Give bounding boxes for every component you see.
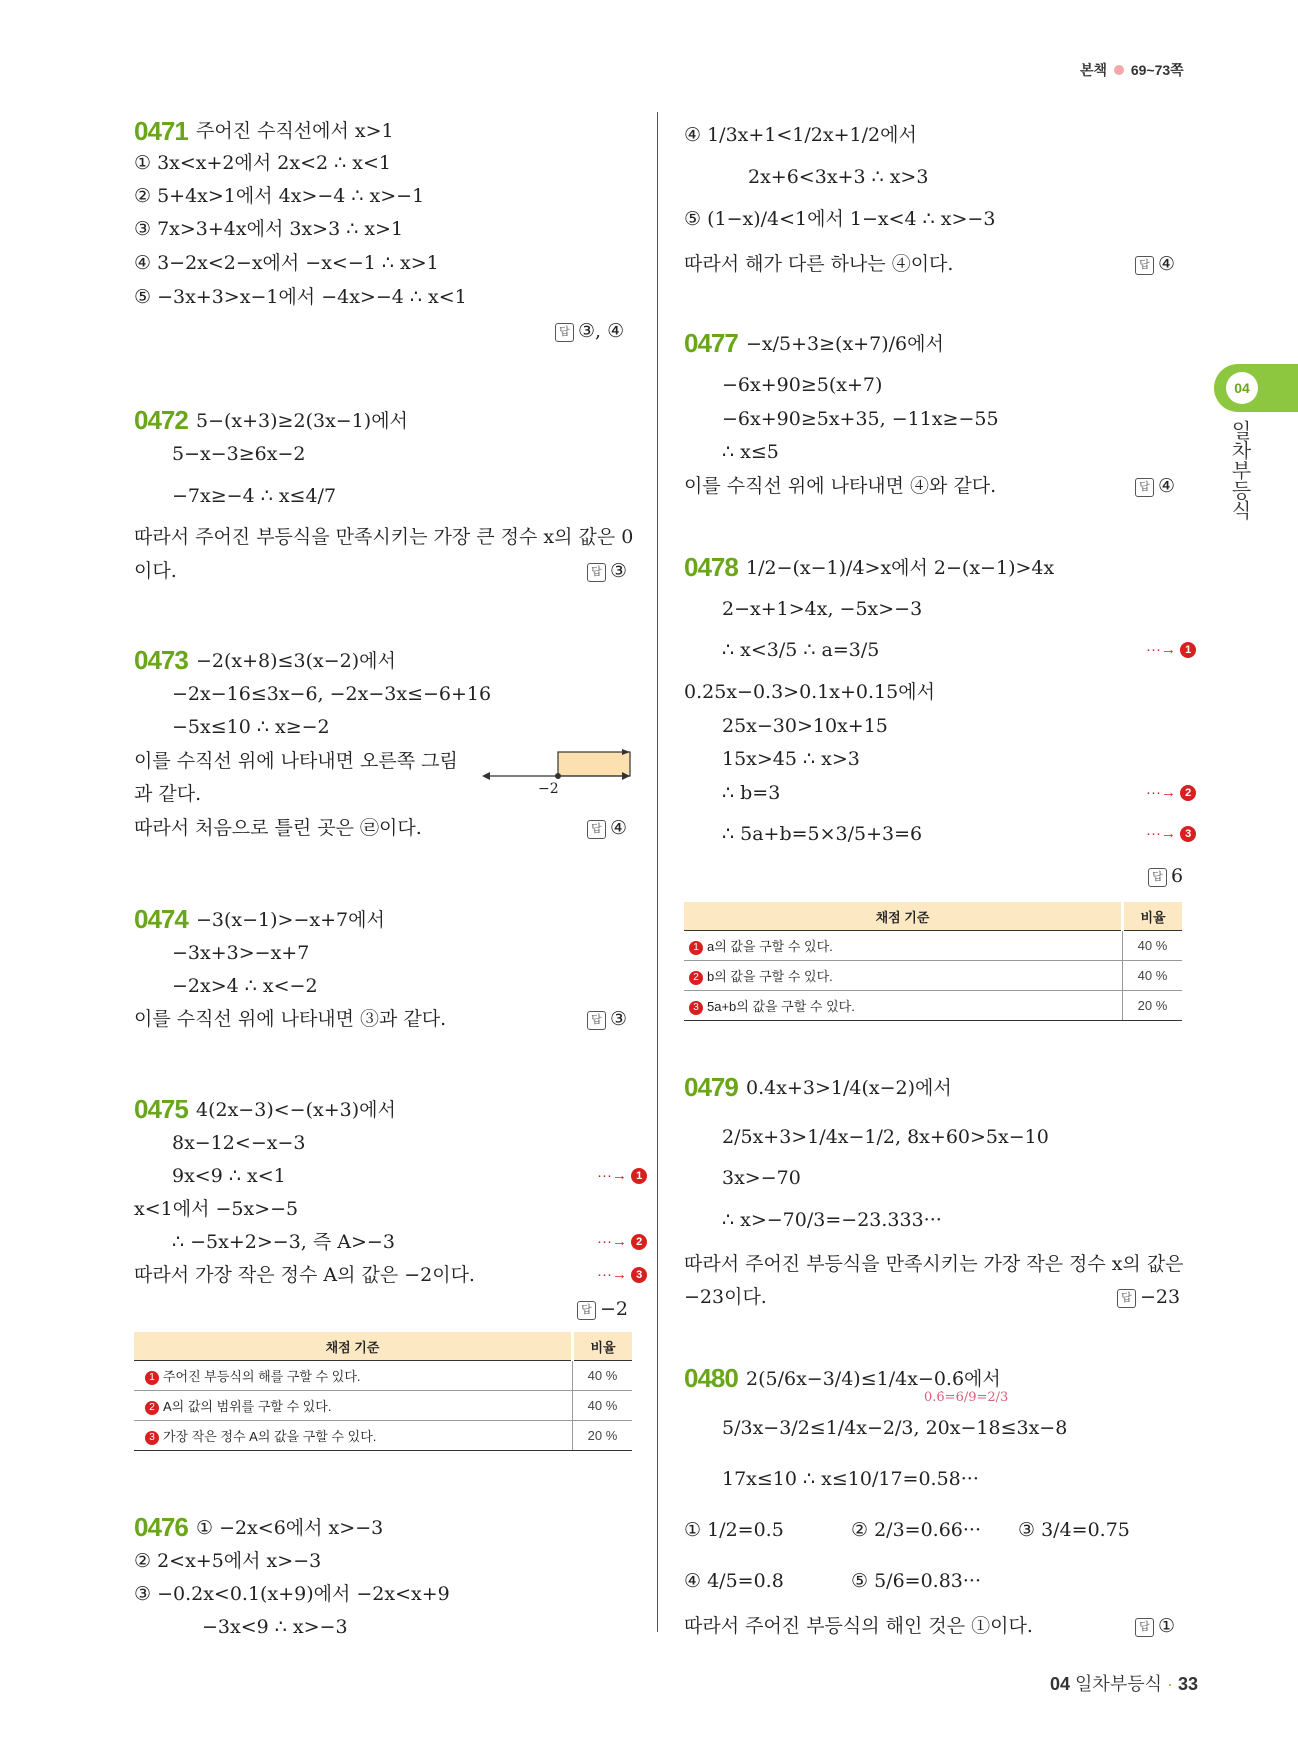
answer-icon: 답 <box>1135 256 1154 275</box>
answer-icon: 답 <box>1148 868 1167 887</box>
answer-value: ④ <box>1158 475 1176 497</box>
solution-line: ② 2/3=0.66··· <box>851 1519 981 1541</box>
solution-line: ① 3x<x+2에서 2x<2 ∴ x<1 <box>134 152 391 174</box>
solution-line: 따라서 주어진 부등식을 만족시키는 가장 작은 정수 x의 값은 <box>684 1253 1184 1275</box>
solution-line: ∴ x≤5 <box>722 441 779 463</box>
problem-number: 0476 <box>134 1512 188 1542</box>
solution-line: 5−(x+3)≥2(3x−1)에서 <box>196 410 408 432</box>
solution-line: ④ 1/3x+1<1/2x+1/2에서 <box>684 124 917 146</box>
solution-line: 9x<9 ∴ x<1 <box>172 1165 286 1187</box>
solution-line: −5x≤10 ∴ x≥−2 <box>172 716 330 738</box>
solution-line: 따라서 가장 작은 정수 A의 값은 −2이다. <box>134 1264 475 1286</box>
criteria-header: 채점 기준 <box>134 1332 573 1361</box>
table-row: 1 a의 값을 구할 수 있다. 40 % <box>684 931 1182 961</box>
answer-value: −2 <box>600 1298 629 1320</box>
solution-line: ∴ b=3 <box>722 782 781 804</box>
criteria-header: 채점 기준 <box>684 902 1123 931</box>
answer-value: 6 <box>1171 865 1184 887</box>
solution-line: 5−x−3≥6x−2 <box>172 443 306 465</box>
repeating-decimal-note: 0.6̇=6/9=2/3 <box>924 1390 1009 1405</box>
solution-line: x<1에서 −5x>−5 <box>134 1198 299 1220</box>
problem-number: 0478 <box>684 552 738 582</box>
ratio-header: 비율 <box>573 1332 633 1361</box>
footer-page-number: 33 <box>1178 1674 1199 1694</box>
solution-line: ③ 3/4=0.75 <box>1018 1519 1130 1541</box>
answer-icon: 답 <box>555 323 574 342</box>
solution-line: 0.25x−0.3>0.1x+0.15에서 <box>684 681 935 703</box>
answer-icon: 답 <box>587 1011 606 1030</box>
problem-number: 0477 <box>684 328 738 358</box>
answer-icon: 답 <box>1135 1618 1154 1637</box>
problem-number: 0479 <box>684 1072 738 1102</box>
problem-number: 0472 <box>134 405 188 435</box>
problem-number: 0474 <box>134 904 188 934</box>
answer-value: ③ <box>610 560 628 582</box>
grading-criteria-table <box>134 1332 632 1451</box>
solution-line: ④ 4/5=0.8 <box>684 1570 784 1592</box>
solution-line: 따라서 처음으로 틀린 곳은 ㉣이다. <box>134 817 422 839</box>
answer-value: ④ <box>1158 253 1176 275</box>
answer <box>1135 251 1175 277</box>
solution-line: 3x>−70 <box>722 1167 801 1189</box>
solution-line: 2−x+1>4x, −5x>−3 <box>722 598 923 620</box>
solution-line: 17x≤10 ∴ x≤10/17=0.58··· <box>722 1468 979 1490</box>
solution-line: 5/3x−3/2≤1/4x−2/3, 20x−18≤3x−8 <box>722 1417 1068 1439</box>
answer <box>1135 1613 1175 1639</box>
solution-line: 이를 수직선 위에 나타내면 ④와 같다. <box>684 475 997 497</box>
solution-line: 0.4x+3>1/4(x−2)에서 <box>746 1077 952 1099</box>
solution-line: −7x≥−4 ∴ x≤4/7 <box>172 485 337 507</box>
solution-line: ∴ x>−70/3=−23.333··· <box>722 1209 942 1231</box>
chapter-tab-title: 일차부등식 <box>1228 420 1250 520</box>
solution-line: −6x+90≥5(x+7) <box>722 374 883 396</box>
answer-value: ④ <box>610 817 628 839</box>
header-dot-icon <box>1114 65 1124 75</box>
step-marker: ···→ 1 <box>597 1167 647 1184</box>
step-marker: ···→ 2 <box>597 1233 647 1250</box>
page-footer: 04 일차부등식 · 33 <box>1050 1674 1199 1694</box>
ratio-header: 비율 <box>1123 902 1183 931</box>
solution-line: 따라서 해가 다른 하나는 ④이다. <box>684 253 954 275</box>
step-marker: ···→ 2 <box>1146 784 1196 801</box>
grading-criteria-table <box>684 902 1182 1021</box>
answer <box>577 1296 628 1322</box>
solution-line: 따라서 주어진 부등식의 해인 것은 ①이다. <box>684 1615 1033 1637</box>
answer-value: ③ <box>610 1008 628 1030</box>
solution-line: ∴ −5x+2>−3, 즉 A>−3 <box>172 1231 395 1253</box>
solution-line: 1/2−(x−1)/4>x에서 2−(x−1)>4x <box>746 557 1055 579</box>
step-marker: ···→ 3 <box>1146 825 1196 842</box>
step-marker: ···→ 3 <box>597 1266 647 1283</box>
solution-line: 과 같다. <box>134 783 202 805</box>
solution-line: −3(x−1)>−x+7에서 <box>196 909 385 931</box>
table-row: 3 5a+b의 값을 구할 수 있다. 20 % <box>684 991 1182 1021</box>
problem-number: 0480 <box>684 1363 738 1393</box>
solution-line: −2(x+8)≤3(x−2)에서 <box>196 650 396 672</box>
answer-icon: 답 <box>1135 478 1154 497</box>
solution-line: ② 2<x+5에서 x>−3 <box>134 1550 322 1572</box>
header-pages: 69~73쪽 <box>1130 62 1184 78</box>
answer <box>555 318 624 344</box>
solution-line: 8x−12<−x−3 <box>172 1132 306 1154</box>
solution-line: 2/5x+3>1/4x−1/2, 8x+60>5x−10 <box>722 1126 1049 1148</box>
answer-value: −23 <box>1140 1286 1181 1308</box>
answer <box>1148 863 1183 889</box>
answer-icon: 답 <box>577 1301 596 1320</box>
page-header <box>1080 60 1184 80</box>
column-divider <box>657 112 658 1632</box>
answer-value: ① <box>1158 1615 1176 1637</box>
answer <box>587 1006 627 1032</box>
solution-line: ④ 3−2x<2−x에서 −x<−1 ∴ x>1 <box>134 252 439 274</box>
solution-line: ① −2x<6에서 x>−3 <box>196 1517 384 1539</box>
solution-line: 4(2x−3)<−(x+3)에서 <box>196 1099 396 1121</box>
problem-number: 0475 <box>134 1094 188 1124</box>
answer-icon: 답 <box>1117 1289 1136 1308</box>
footer-chapter: 04 <box>1050 1674 1071 1694</box>
solution-line: ③ −0.2x<0.1(x+9)에서 −2x<x+9 <box>134 1583 450 1605</box>
solution-line: ⑤ −3x+3>x−1에서 −4x>−4 ∴ x<1 <box>134 286 467 308</box>
solution-line: 이다. <box>134 560 177 582</box>
solution-line: ∴ 5a+b=5×3/5+3=6 <box>722 823 923 845</box>
solution-line: ∴ x<3/5 ∴ a=3/5 <box>722 639 880 661</box>
solution-line: 이를 수직선 위에 나타내면 오른쪽 그림 <box>134 750 458 772</box>
solution-line: 2x+6<3x+3 ∴ x>3 <box>748 166 929 188</box>
answer <box>1117 1284 1180 1310</box>
solution-line: 주어진 수직선에서 x>1 <box>196 120 394 142</box>
answer <box>1135 473 1175 499</box>
table-row: 2 b의 값을 구할 수 있다. 40 % <box>684 961 1182 991</box>
solution-line: 2(5/6x−3/4)≤1/4x−0.6̇에서 <box>746 1368 1001 1390</box>
solution-line: −x/5+3≥(x+7)/6에서 <box>746 333 944 355</box>
answer <box>587 815 627 841</box>
solution-line: −3x+3>−x+7 <box>172 942 310 964</box>
solution-line: 이를 수직선 위에 나타내면 ③과 같다. <box>134 1008 447 1030</box>
solution-line: 따라서 주어진 부등식을 만족시키는 가장 큰 정수 x의 값은 0 <box>134 526 634 548</box>
problem-number: 0473 <box>134 645 188 675</box>
problem-number: 0471 <box>134 116 188 146</box>
solution-line: −23이다. <box>684 1286 767 1308</box>
chapter-tab-number: 04 <box>1226 372 1258 404</box>
answer-icon: 답 <box>587 563 606 582</box>
answer <box>587 558 627 584</box>
table-row: 2 A의 값의 범위를 구할 수 있다. 40 % <box>134 1391 632 1421</box>
solution-line: ① 1/2=0.5 <box>684 1519 784 1541</box>
answer-value: ③, ④ <box>578 320 625 342</box>
solution-line: −6x+90≥5x+35, −11x≥−55 <box>722 408 999 430</box>
solution-line: ② 5+4x>1에서 4x>−4 ∴ x>−1 <box>134 185 425 207</box>
header-book: 본책 <box>1080 62 1108 78</box>
solution-line: ⑤ (1−x)/4<1에서 1−x<4 ∴ x>−3 <box>684 208 996 230</box>
table-row: 1 주어진 부등식의 해를 구할 수 있다. 40 % <box>134 1361 632 1391</box>
solution-line: −2x−16≤3x−6, −2x−3x≤−6+16 <box>172 683 492 705</box>
footer-chapter-title: 일차부등식 <box>1075 1674 1162 1694</box>
solution-line: 15x>45 ∴ x>3 <box>722 748 860 770</box>
table-row: 3 가장 작은 정수 A의 값을 구할 수 있다. 20 % <box>134 1421 632 1451</box>
solution-line: ⑤ 5/6=0.83··· <box>851 1570 981 1592</box>
solution-line: −2x>4 ∴ x<−2 <box>172 975 318 997</box>
answer-icon: 답 <box>587 820 606 839</box>
step-marker: ···→ 1 <box>1146 641 1196 658</box>
solution-line: ③ 7x>3+4x에서 3x>3 ∴ x>1 <box>134 218 404 240</box>
number-line-label: −2 <box>538 781 559 797</box>
solution-line: 25x−30>10x+15 <box>722 715 888 737</box>
solution-line: −3x<9 ∴ x>−3 <box>202 1616 348 1638</box>
